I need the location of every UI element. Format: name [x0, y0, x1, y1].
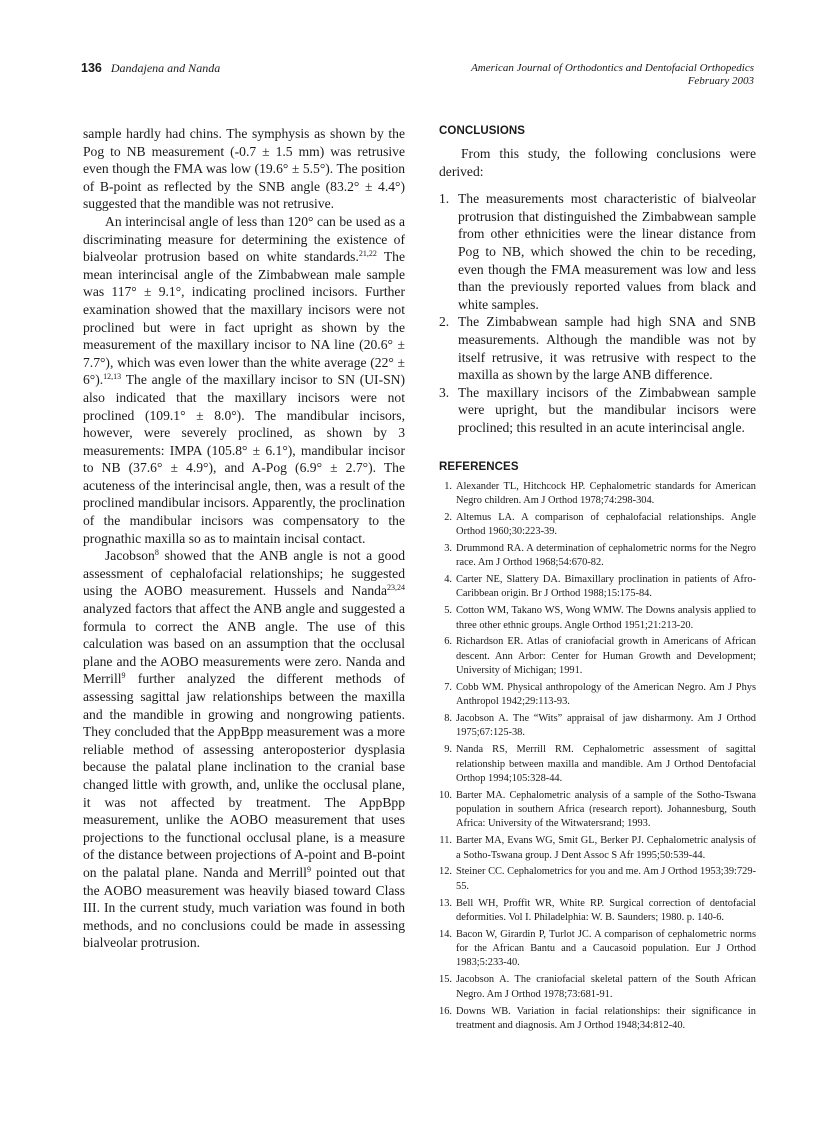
paragraph-symphysis: sample hardly had chins. The symphysis as shown by the Pog to NB measurement (-0.7 ± 1.5 mm) was retrusive even though the FMA was low (19.6° ± 5.5°). The position of B-point as reflected by the SNB angle (83.2° ± 4.4°) suggested that the mandible was not retrusive.: [83, 126, 405, 212]
conclusions-list: [439, 190, 756, 436]
ref-text: Barter MA. Cephalometric analysis of a sample of the Sotho-Tswana population in southern Africa (research report). Johannesburg, South Africa: University of the Witwatersrand; 1993.: [456, 789, 756, 830]
ref-number: 7.: [444, 681, 452, 693]
references-heading: REFERENCES: [439, 460, 519, 473]
text-span: The angle of the maxillary incisor to SN (UI-SN) also indicated that the maxillary incisors were not proclined (109.1° ± 8.0°). The mandibular incisors, however, were severely proclined, as shown by 3 measurements: IMPA (105.8° ± 6.1°), mandibular incisor to NB (37.6° ± 4.9°), and A-Pog (6.9° ± 2.7°). The acuteness of the interincisal angle, then, was a result of the proclined mandibular incisors. Apparently, the proclination of the mandibular incisors was compensatory to the prognathic maxilla so as to maintain incisal contact.: [83, 372, 405, 546]
ref-text: Richardson ER. Atlas of craniofacial growth in Americans of African descent. Ann Arbor: Center for Human Growth and Development; University of Michigan; 1991.: [456, 636, 756, 677]
ref-text: Carter NE, Slattery DA. Bimaxillary proclination in patients of Afro-Caribbean origin. Br J Orthod 1988;15:175-84.: [456, 574, 756, 600]
ref-text: Cobb WM. Physical anthropology of the American Negro. Am J Phys Anthropol 1942;29:113-93.: [456, 681, 756, 708]
citation: 8: [154, 548, 159, 558]
item-text: The maxillary incisors of the Zimbabwean sample were upright, but the mandibular incisors were proclined; this resulted in an acute interincisal angle.: [458, 384, 756, 435]
ref-number: 12.: [439, 866, 452, 878]
ref-text: Altemus LA. A comparison of cephalofacial relationships. Angle Orthod 1960;30:223-39.: [456, 511, 756, 537]
ref-number: 1.: [444, 480, 452, 492]
conclusions-heading: CONCLUSIONS: [439, 125, 526, 137]
ref-number: 2.: [444, 511, 452, 523]
text-span: An interincisal angle of less than 120° can be used as a discriminating measure for determining the existence of bialveolar protrusion based on white standards.: [83, 213, 405, 265]
ref-number: 3.: [444, 542, 452, 554]
journal-issue: February 2003: [687, 75, 754, 87]
reference-item: [439, 928, 756, 971]
conclusion-item: [439, 190, 756, 313]
reference-item: [439, 789, 756, 832]
running-header-right: [471, 62, 754, 88]
item-number: 1.: [439, 191, 450, 207]
ref-number: 13.: [439, 897, 452, 909]
ref-number: 4.: [444, 574, 452, 586]
text-span: analyzed factors that affect the ANB angle and suggested a formula to correct the ANB angle. The use of this calculation was based on an assumption that the occlusal plane and the AOBO measurements were zero. Nanda and Merrill: [83, 601, 405, 687]
reference-item: [439, 681, 756, 710]
conclusions-intro: From this study, the following conclusions were derived:: [439, 146, 756, 179]
ref-number: 11.: [439, 835, 452, 847]
ref-text: Bacon W, Girardin P, Turlot JC. A comparison of cephalometric norms for the African Bantu and a Caucasoid population. Eur J Orthod 1983;5:233-40.: [456, 928, 756, 969]
citation: 9: [121, 671, 126, 681]
running-authors: Dandajena and Nanda: [110, 61, 221, 75]
running-header-left: [81, 61, 220, 76]
left-column: [83, 125, 405, 952]
journal-title: American Journal of Orthodontics and Dentofacial Orthopedics: [471, 62, 754, 74]
reference-item: [439, 604, 756, 633]
text-span: further analyzed the different methods of assessing sagittal jaw relationships between the maxilla and the mandible in growing and nongrowing patients. They concluded that the AppBpp measurement was a more reliable method of assessing anteroposterior dysplasia because the palatal plane inclination to the cranial base changed little with growth, and, unlike the occlusal plane, it was not affected by treatment. The AppBpp measurement, unlike the AOBO measurement that uses projections to the functional occlusal plane, is a measure of the distance between projections of A-point and B-point on the palatal plane. Nanda and Merrill: [83, 671, 405, 880]
reference-item: [439, 511, 756, 540]
item-text: The measurements most characteristic of bialveolar protrusion that distinguished the Zimbabwean sample from other ethnicities were the linear distance from Pog to NB, which showed the chin to be receding, even though the FMA measurement was low and less than the previously reported values from black and white samples.: [458, 191, 756, 312]
citation: 21,22: [358, 249, 377, 259]
item-text: The Zimbabwean sample had high SNA and SNB measurements. Although the mandible was not by itself retrusive, it was retrusive with respect to the maxilla as shown by the large ANB difference.: [458, 314, 756, 383]
ref-text: Jacobson A. The “Wits” appraisal of jaw disharmony. Am J Orthod 1975;67:125-38.: [456, 713, 756, 739]
ref-number: 10.: [439, 789, 452, 801]
right-column: [439, 125, 756, 1036]
ref-number: 16.: [439, 1005, 452, 1017]
ref-text: Downs WB. Variation in facial relationships: their significance in treatment and diagnosis. Am J Orthod 1948;34:812-40.: [456, 1005, 756, 1031]
conclusion-item: [439, 384, 756, 437]
reference-item: [439, 897, 756, 926]
ref-text: Cotton WM, Takano WS, Wong WMW. The Downs analysis applied to three other ethnic groups. Angle Orthod 1951;21:213-20.: [456, 605, 756, 631]
reference-item: [439, 542, 756, 571]
text-span: Jacobson: [105, 548, 155, 564]
item-number: 3.: [439, 384, 450, 400]
reference-item: [439, 712, 756, 741]
references-list: [439, 480, 756, 1034]
reference-item: [439, 1005, 756, 1034]
ref-text: Drummond RA. A determination of cephalometric norms for the Negro race. Am J Orthod 1968;54:670-82.: [456, 542, 756, 569]
ref-text: Jacobson A. The craniofacial skeletal pattern of the South African Negro. Am J Orthod 1978;73:681-91.: [456, 974, 756, 1000]
ref-number: 5.: [444, 605, 452, 617]
citation: 12,13: [103, 372, 122, 382]
ref-text: Nanda RS, Merrill RM. Cephalometric assessment of sagittal relationship between maxilla and mandible. Am J Orthod Dentofacial Orthop 1994;105:328-44.: [456, 744, 756, 784]
page-number: 136: [81, 61, 102, 75]
ref-number: 9.: [444, 744, 452, 756]
citation: 23,24: [387, 583, 405, 593]
paragraph-anb-aobo: [83, 547, 405, 952]
ref-text: Alexander TL, Hitchcock HP. Cephalometric standards for American Negro children. Am J Orthod 1978;74:298-304.: [456, 480, 756, 506]
reference-item: [439, 865, 756, 894]
reference-item: [439, 973, 756, 1002]
ref-number: 14.: [439, 928, 452, 940]
text-span: The mean interincisal angle of the Zimbabwean male sample was 117° ± 9.1°, indicating proclined incisors. Further examination showed that the maxillary incisors were not proclined but were in fact upright as shown by the measurement of the maxillary incisor to NA line (20.6° ± 7.7°), which was even lower than the white average (22° ± 6°).: [83, 249, 405, 388]
ref-text: Steiner CC. Cephalometrics for you and me. Am J Orthod 1953;39:729-55.: [456, 866, 756, 892]
ref-number: 6.: [444, 636, 452, 648]
text-span: showed that the ANB angle is not a good assessment of cephalofacial relationships; he suggested using the AOBO measurement. Hussels and Nanda: [83, 548, 405, 599]
paragraph-interincisal: [83, 213, 405, 547]
conclusion-item: [439, 313, 756, 383]
text-span: pointed out that the AOBO measurement was heavily biased toward Class III. In the current study, much variation was found in both methods, and no conclusions could be made in assessing bialveolar protrusion.: [83, 864, 405, 951]
ref-number: 8.: [444, 713, 452, 725]
reference-item: [439, 834, 756, 863]
reference-item: [439, 635, 756, 678]
citation: 9: [306, 864, 311, 874]
ref-number: 15.: [439, 974, 452, 986]
item-number: 2.: [439, 314, 450, 330]
reference-item: [439, 480, 756, 509]
ref-text: Bell WH, Proffit WR, White RP. Surgical correction of dentofacial deformities. Vol I. Philadelphia: W. B. Saunders; 1980. p. 140-6.: [456, 897, 756, 923]
reference-item: [439, 743, 756, 786]
ref-text: Barter MA, Evans WG, Smit GL, Berker PJ. Cephalometric analysis of a Sotho-Tswana group. J Dent Assoc S Afr 1995;50:539-44.: [456, 835, 756, 861]
reference-item: [439, 573, 756, 602]
